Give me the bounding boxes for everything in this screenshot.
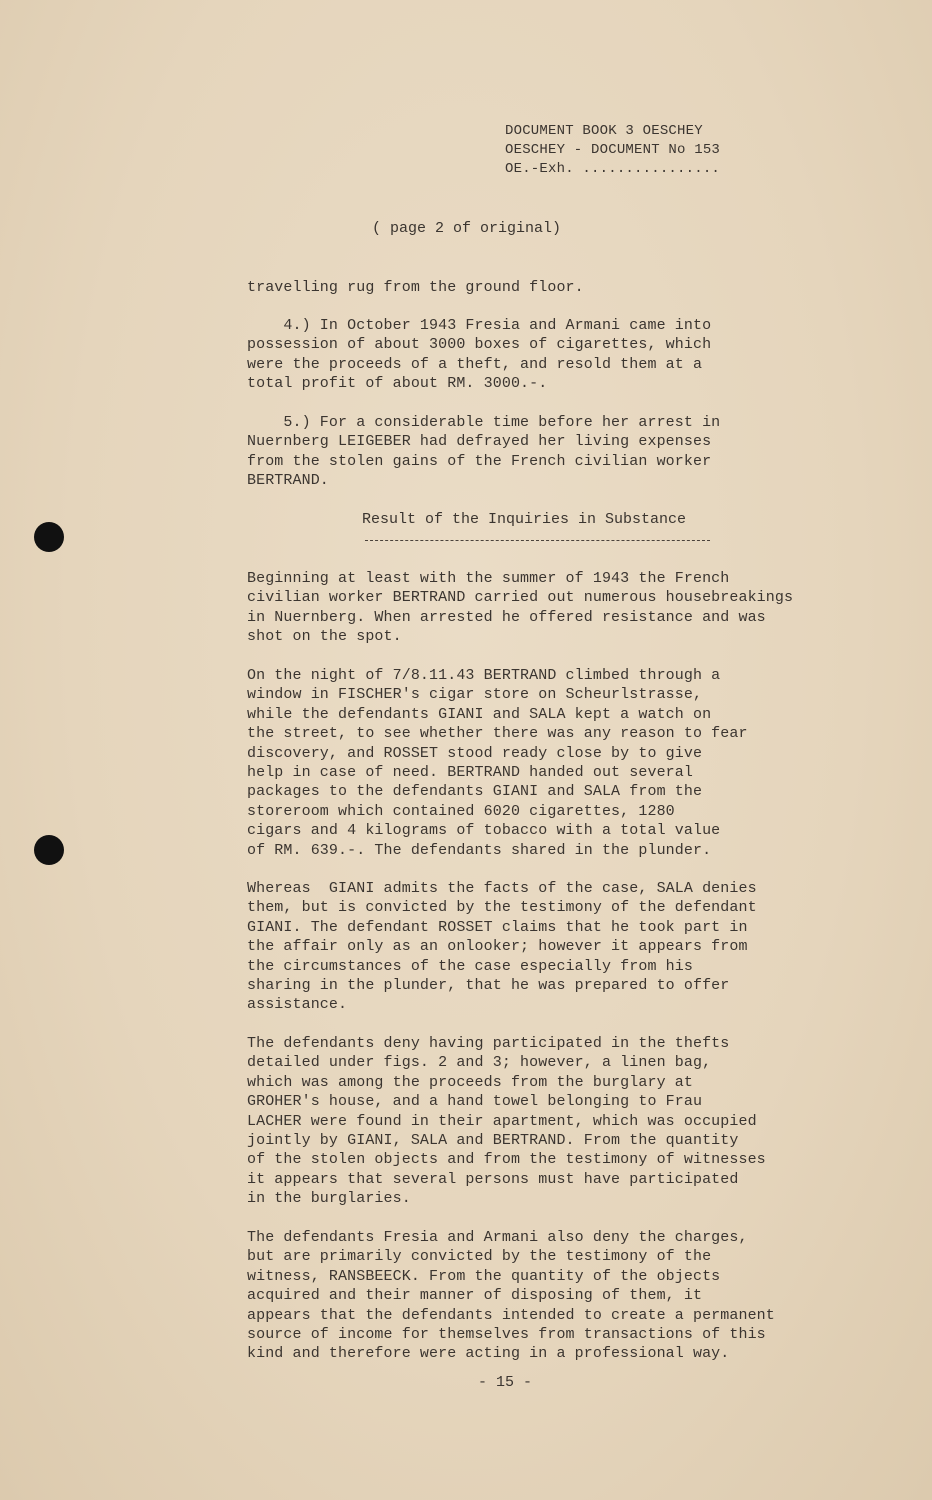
paragraph-defendants-deny: The defendants deny having participated in the thefts detailed under figs. 2 and 3; however, a linen bag, which was among the proceeds from the burglary at GROHER's house, and a hand towel belonging to Frau LACHER were found in their apartment, which was occupied jointly by GIANI, SALA and BERTRAND. From the quantity of the stolen objects and from the testimony of witnesses it appears that several persons must have participated in the burglaries. xyxy=(247,1035,766,1208)
page-reference: ( page 2 of original) xyxy=(372,220,562,237)
punch-hole-upper xyxy=(34,522,64,552)
header-document-book: DOCUMENT BOOK 3 OESCHEY xyxy=(505,123,703,139)
header-document-number: OESCHEY - DOCUMENT No 153 xyxy=(505,142,721,158)
paragraph-continuation: travelling rug from the ground floor. xyxy=(247,279,584,296)
paragraph-beginning: Beginning at least with the summer of 1943 the French civilian worker BERTRAND carried out numerous housebreakings in Nuernberg. When arrested he offered resistance and was shot on the spot. xyxy=(247,570,794,646)
page-number: - 15 - xyxy=(478,1374,533,1391)
punch-hole-lower xyxy=(34,835,64,865)
paragraph-item-5: 5.) For a considerable time before her arrest in Nuernberg LEIGEBER had defrayed her living expenses from the stolen gains of the French civilian worker BERTRAND. xyxy=(247,414,721,490)
paragraph-night-of-theft: On the night of 7/8.11.43 BERTRAND climbed through a window in FISCHER's cigar store on Scheurlstrasse, while the defendants GIANI and SALA kept a watch on the street, to see whether there was any reason to fear discovery, and ROSSET stood ready close by to give help in case of need. BERTRAND handed out several packages to the defendants GIANI and SALA from the storeroom which contained 6020 cigarettes, 1280 cigars and 4 kilograms of tobacco with a total value of RM. 639.-. The defendants shared in the plunder. xyxy=(247,667,748,859)
document-header xyxy=(505,122,720,179)
header-exhibit: OE.-Exh. ................ xyxy=(505,161,721,177)
heading-underline xyxy=(365,540,710,541)
paragraph-item-4: 4.) In October 1943 Fresia and Armani came into possession of about 3000 boxes of cigarettes, which were the proceeds of a theft, and resold them at a total profit of about RM. 3000.-. xyxy=(247,317,712,393)
paragraph-fresia-armani: The defendants Fresia and Armani also deny the charges, but are primarily convicted by the testimony of the witness, RANSBEECK. From the quantity of the objects acquired and their manner of disposing of them, it appears that the defendants intended to create a permanent source of income for themselves from transactions of this kind and therefore were acting in a professional way. xyxy=(247,1229,775,1363)
paragraph-whereas: Whereas GIANI admits the facts of the case, SALA denies them, but is convicted by the testimony of the defendant GIANI. The defendant ROSSET claims that he took part in the affair only as an onlooker; however it appears from the circumstances of the case especially from his sharing in the plunder, that he was prepared to offer assistance. xyxy=(247,880,757,1014)
section-heading: Result of the Inquiries in Substance xyxy=(362,511,687,528)
